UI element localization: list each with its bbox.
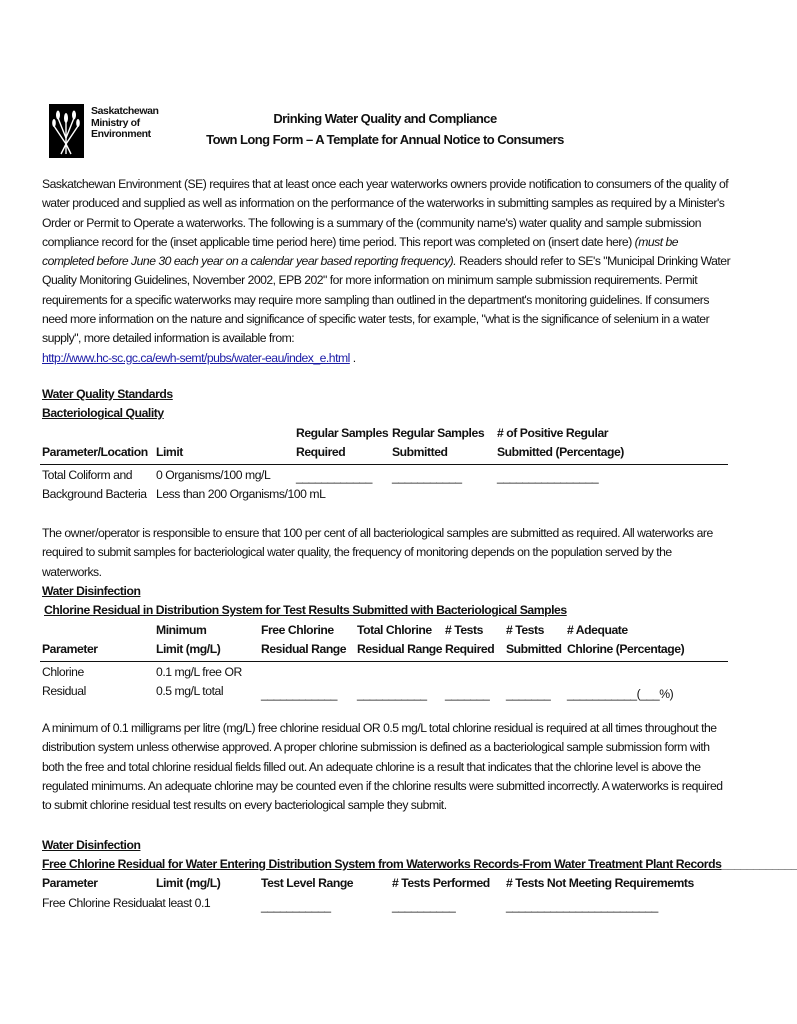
- blank-adequate-chlorine[interactable]: ___________(___%): [567, 687, 674, 701]
- col-header-tests-performed: # Tests Performed: [392, 876, 490, 890]
- subsection-heading-bacteriological: Bacteriological Quality: [42, 406, 164, 420]
- health-canada-link[interactable]: http://www.hc-sc.gc.ca/ewh-semt/pubs/water-eau/index_e.html: [42, 350, 350, 365]
- col-header-free-1: Free Chlorine: [261, 623, 334, 637]
- blank-positive-regular[interactable]: ________________: [497, 470, 599, 484]
- subsection-heading-free-chlorine: [42, 855, 797, 874]
- col-header-positive-2: Submitted (Percentage): [497, 445, 624, 459]
- col-header-parameter: Parameter/Location: [42, 445, 148, 459]
- chlorine-param-line-2: Residual: [42, 684, 86, 698]
- blank-regular-required[interactable]: ____________: [296, 470, 372, 484]
- col-header-regular-required-2: Required: [296, 445, 346, 459]
- row-param-line-2: Background Bacteria: [42, 487, 147, 501]
- col-header-minimum-1: Minimum: [156, 623, 207, 637]
- row-param-line-1: Total Coliform and: [42, 468, 133, 482]
- col-header-limit: Limit: [156, 445, 183, 459]
- logo-line-1: Saskatchewan: [91, 105, 159, 117]
- logo-line-2: Ministry of: [91, 116, 140, 129]
- subsection-tail: ____________: [721, 857, 797, 871]
- chlorine-limit-line-2: 0.5 mg/L total: [156, 684, 224, 698]
- col-header-adequate-1: # Adequate: [567, 623, 628, 637]
- blank-tests-submitted[interactable]: _______: [506, 687, 551, 701]
- intro-text: Saskatchewan Environment (SE) requires that at least once each year waterworks owners provide notification to consumers of the quality of water produced and supplied as well as information on the performance of the waterworks in submitting samples as required by a Minister's Order or Permit to Operate a waterworks. The following is a summary of the (community name's) water quality and sample submission compliance record for the (inset applicable time period here) time period. This report was completed on (insert date here): [42, 177, 729, 249]
- col-header-test-level: Test Level Range: [261, 876, 354, 890]
- blank-total-range[interactable]: ___________: [357, 687, 427, 701]
- subsection-heading-chlorine-residual: Chlorine Residual in Distribution System for Test Results Submitted with Bacteriological Samples: [44, 603, 567, 617]
- col-header-limit-3: Limit (mg/L): [156, 876, 221, 890]
- section-heading-water-quality: Water Quality Standards: [42, 387, 173, 401]
- blank-test-level[interactable]: ___________: [261, 899, 331, 913]
- col-header-tests-required-2: Required: [445, 642, 495, 656]
- subsection-free-chlorine-text: Free Chlorine Residual for Water Entering Distribution System from Waterworks Records-From Water Treatment Plant Records: [42, 857, 722, 871]
- col-header-tests-submitted-2: Submitted: [506, 642, 562, 656]
- chlorine-note: A minimum of 0.1 milligrams per litre (mg/L) free chlorine residual OR 0.5 mg/L total chlorine residual is required at all times throughout the distribution system unless otherwise approved. A proper chlorine submission is defined as a bacteriological sample submission form with both the free and total chlorine residual fields filled out. An adequate chlorine is a result that indicates that the chlorine level is above the regulated minimums. An adequate chlorine may be counted even if the chlorine results were submitted incorrectly. A waterworks is required to submit chlorine residual test results on every bacteriological sample they submit.: [42, 721, 723, 813]
- col-header-regular-submitted-1: Regular Samples: [392, 426, 485, 440]
- row-limit-line-1: 0 Organisms/100 mg/L: [156, 468, 271, 482]
- free-chlorine-param: Free Chlorine Residual: [42, 896, 157, 910]
- col-header-parameter-3: Parameter: [42, 876, 98, 890]
- col-header-positive-1: # of Positive Regular: [497, 426, 609, 440]
- logo-line-3: Environment: [91, 128, 151, 140]
- intro-text-rest: Readers should refer to SE's "Municipal Drinking Water Quality Monitoring Guidelines, November 2002, EPB 202" for more information on minimum sample submission requirements. Permit requirements for a specific waterworks may require more sampling than outlined in the department's monitoring guidelines. If consumers need more information on the nature and significance of specific water tests, for example, "what is the significance of selenium in a water supply", more detailed information is available from:: [42, 254, 731, 346]
- bacteriological-note: The owner/operator is responsible to ensure that 100 per cent of all bacteriological samples are submitted as required. All waterworks are required to submit samples for bacteriological water quality, the frequency of monitoring depends on the population served by the waterworks.: [42, 526, 713, 579]
- free-chlorine-limit: at least 0.1: [156, 896, 211, 910]
- col-header-regular-submitted-2: Submitted: [392, 445, 448, 459]
- col-header-parameter-2: Parameter: [42, 642, 98, 656]
- blank-tests-performed[interactable]: __________: [392, 899, 456, 913]
- col-header-regular-required-1: Regular Samples: [296, 426, 389, 440]
- document-subtitle: Town Long Form – A Template for Annual Notice to Consumers: [206, 132, 564, 147]
- section-heading-disinfection-2: Water Disinfection: [42, 838, 141, 852]
- blank-regular-submitted[interactable]: ___________: [392, 470, 462, 484]
- blank-tests-not-meeting[interactable]: ________________________: [506, 899, 658, 913]
- chlorine-limit-line-1: 0.1 mg/L free OR: [156, 665, 242, 679]
- row-limit-line-2: Less than 200 Organisms/100 mL: [156, 487, 326, 501]
- col-header-minimum-2: Limit (mg/L): [156, 642, 221, 656]
- col-header-tests-required-1: # Tests: [445, 623, 483, 637]
- blank-tests-required[interactable]: _______: [445, 687, 490, 701]
- col-header-adequate-2: Chlorine (Percentage): [567, 642, 685, 656]
- document-title: Drinking Water Quality and Compliance: [273, 111, 497, 126]
- link-suffix: .: [349, 350, 356, 365]
- section-heading-disinfection-1: Water Disinfection: [42, 584, 141, 598]
- col-header-total-1: Total Chlorine: [357, 623, 432, 637]
- table-divider-2: [40, 661, 728, 662]
- table-divider: [40, 464, 728, 465]
- col-header-total-2: Residual Range: [357, 642, 443, 656]
- col-header-tests-not-meeting: # Tests Not Meeting Requirememts: [506, 876, 694, 890]
- chlorine-param-line-1: Chlorine: [42, 665, 84, 679]
- intro-italic-text: (must be completed before June 30 each year on a calendar year based reporting frequency).: [42, 234, 679, 269]
- blank-free-range[interactable]: ____________: [261, 687, 337, 701]
- intro-paragraph: [42, 175, 732, 368]
- col-header-tests-submitted-1: # Tests: [506, 623, 544, 637]
- col-header-free-2: Residual Range: [261, 642, 347, 656]
